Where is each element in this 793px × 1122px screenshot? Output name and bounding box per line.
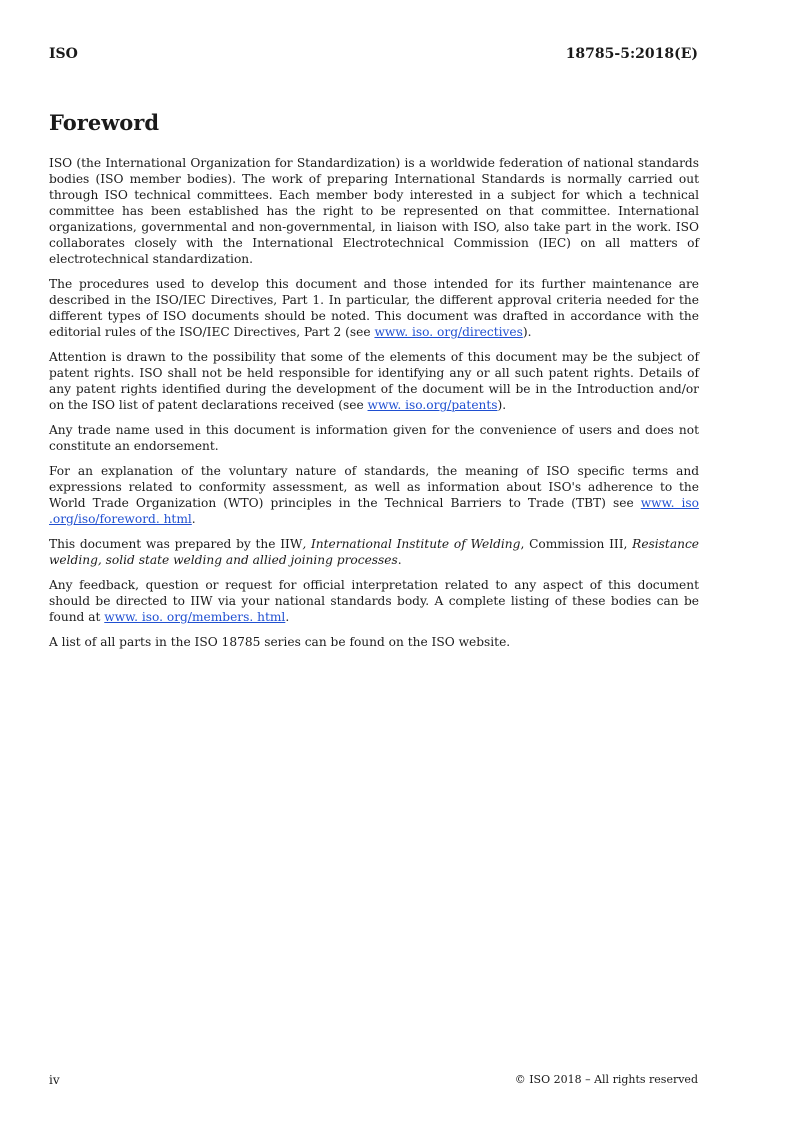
paragraph-voluntary-nature — [49, 463, 699, 527]
paragraph-procedures-end: ). — [522, 325, 532, 339]
iiw-full-name: , International Institute of Welding — [302, 537, 521, 551]
paragraph-voluntary-end: . — [191, 512, 196, 526]
paragraph-prepared-by — [49, 536, 699, 568]
paragraph-series-list: A list of all parts in the ISO 18785 series can be found on the ISO website. — [49, 635, 511, 649]
paragraph-feedback-text: Any feedback, question or request for official interpretation related to any aspect of this document should be directed to IIW via your national standards body. A complete listing of these bodies can be found at — [49, 578, 699, 624]
page-header — [49, 46, 698, 66]
paragraph-procedures — [49, 276, 699, 340]
foreword-link[interactable]: www. iso .org/iso/foreword. html — [49, 496, 699, 526]
copyright-notice: © ISO 2018 – All rights reserved — [514, 1073, 698, 1086]
prepared-by-text: This document was prepared by the IIW — [49, 537, 303, 551]
paragraph-procedures-text: The procedures used to develop this document and those intended for its further maintenance are described in the ISO/IEC Directives, Part 1. In particular, the different approval criteria needed for the different types of ISO documents should be noted. This document was drafted in accordance with the editorial rules of the ISO/IEC Directives, Part 2 (see — [49, 277, 699, 339]
page-title: Foreword — [49, 110, 160, 135]
members-link[interactable]: www. iso. org/members. html — [104, 610, 286, 624]
commission-text: , Commission III, — [520, 537, 633, 551]
patents-link[interactable]: www. iso.org/patents — [367, 398, 498, 412]
page-footer — [49, 1073, 698, 1087]
paragraph-iso-intro: ISO (the International Organization for Standardization) is a worldwide federation of national standards bodies (ISO member bodies). The work of preparing International Standards is normally carried out through ISO technical committees. Each member body interested in a subject for which a technical committee has been established has the right to be represented on that committee. International organizations, governmental and non-governmental, in liaison with ISO, also take part in the work. ISO collaborates closely with the International Electrotechnical Commission (IEC) on all matters of electrotechnical standardization. — [49, 156, 699, 266]
page-number: iv — [49, 1073, 60, 1087]
header-doc-number: 18785-5:2018(E) — [565, 46, 698, 62]
paragraph-patents-text: Attention is drawn to the possibility that some of the elements of this document may be the subject of patent rights. ISO shall not be held responsible for identifying any or all such patent rights. Details of any patent rights identified during the development of the document will be in the Introduction and/or on the ISO list of patent declarations received (see — [49, 350, 699, 412]
paragraph-feedback — [49, 577, 699, 625]
directives-link[interactable]: www. iso. org/directives — [374, 325, 523, 339]
paragraph-patents-end: ). — [497, 398, 507, 412]
paragraph-feedback-end: . — [285, 610, 290, 624]
paragraph-patents — [49, 349, 699, 413]
prepared-by-end: . — [397, 553, 402, 567]
commission-scope: Resistance welding, solid state welding and allied joining processes — [49, 537, 699, 567]
foreword-body — [49, 155, 699, 659]
paragraph-trade-name: Any trade name used in this document is information given for the convenience of users and does not constitute an endorsement. — [49, 423, 699, 453]
header-org: ISO — [49, 46, 78, 62]
paragraph-voluntary-text: For an explanation of the voluntary nature of standards, the meaning of ISO specific terms and expressions related to conformity assessment, as well as information about ISO's adherence to the World Trade Organization (WTO) principles in the Technical Barriers to Trade (TBT) see — [49, 464, 699, 510]
